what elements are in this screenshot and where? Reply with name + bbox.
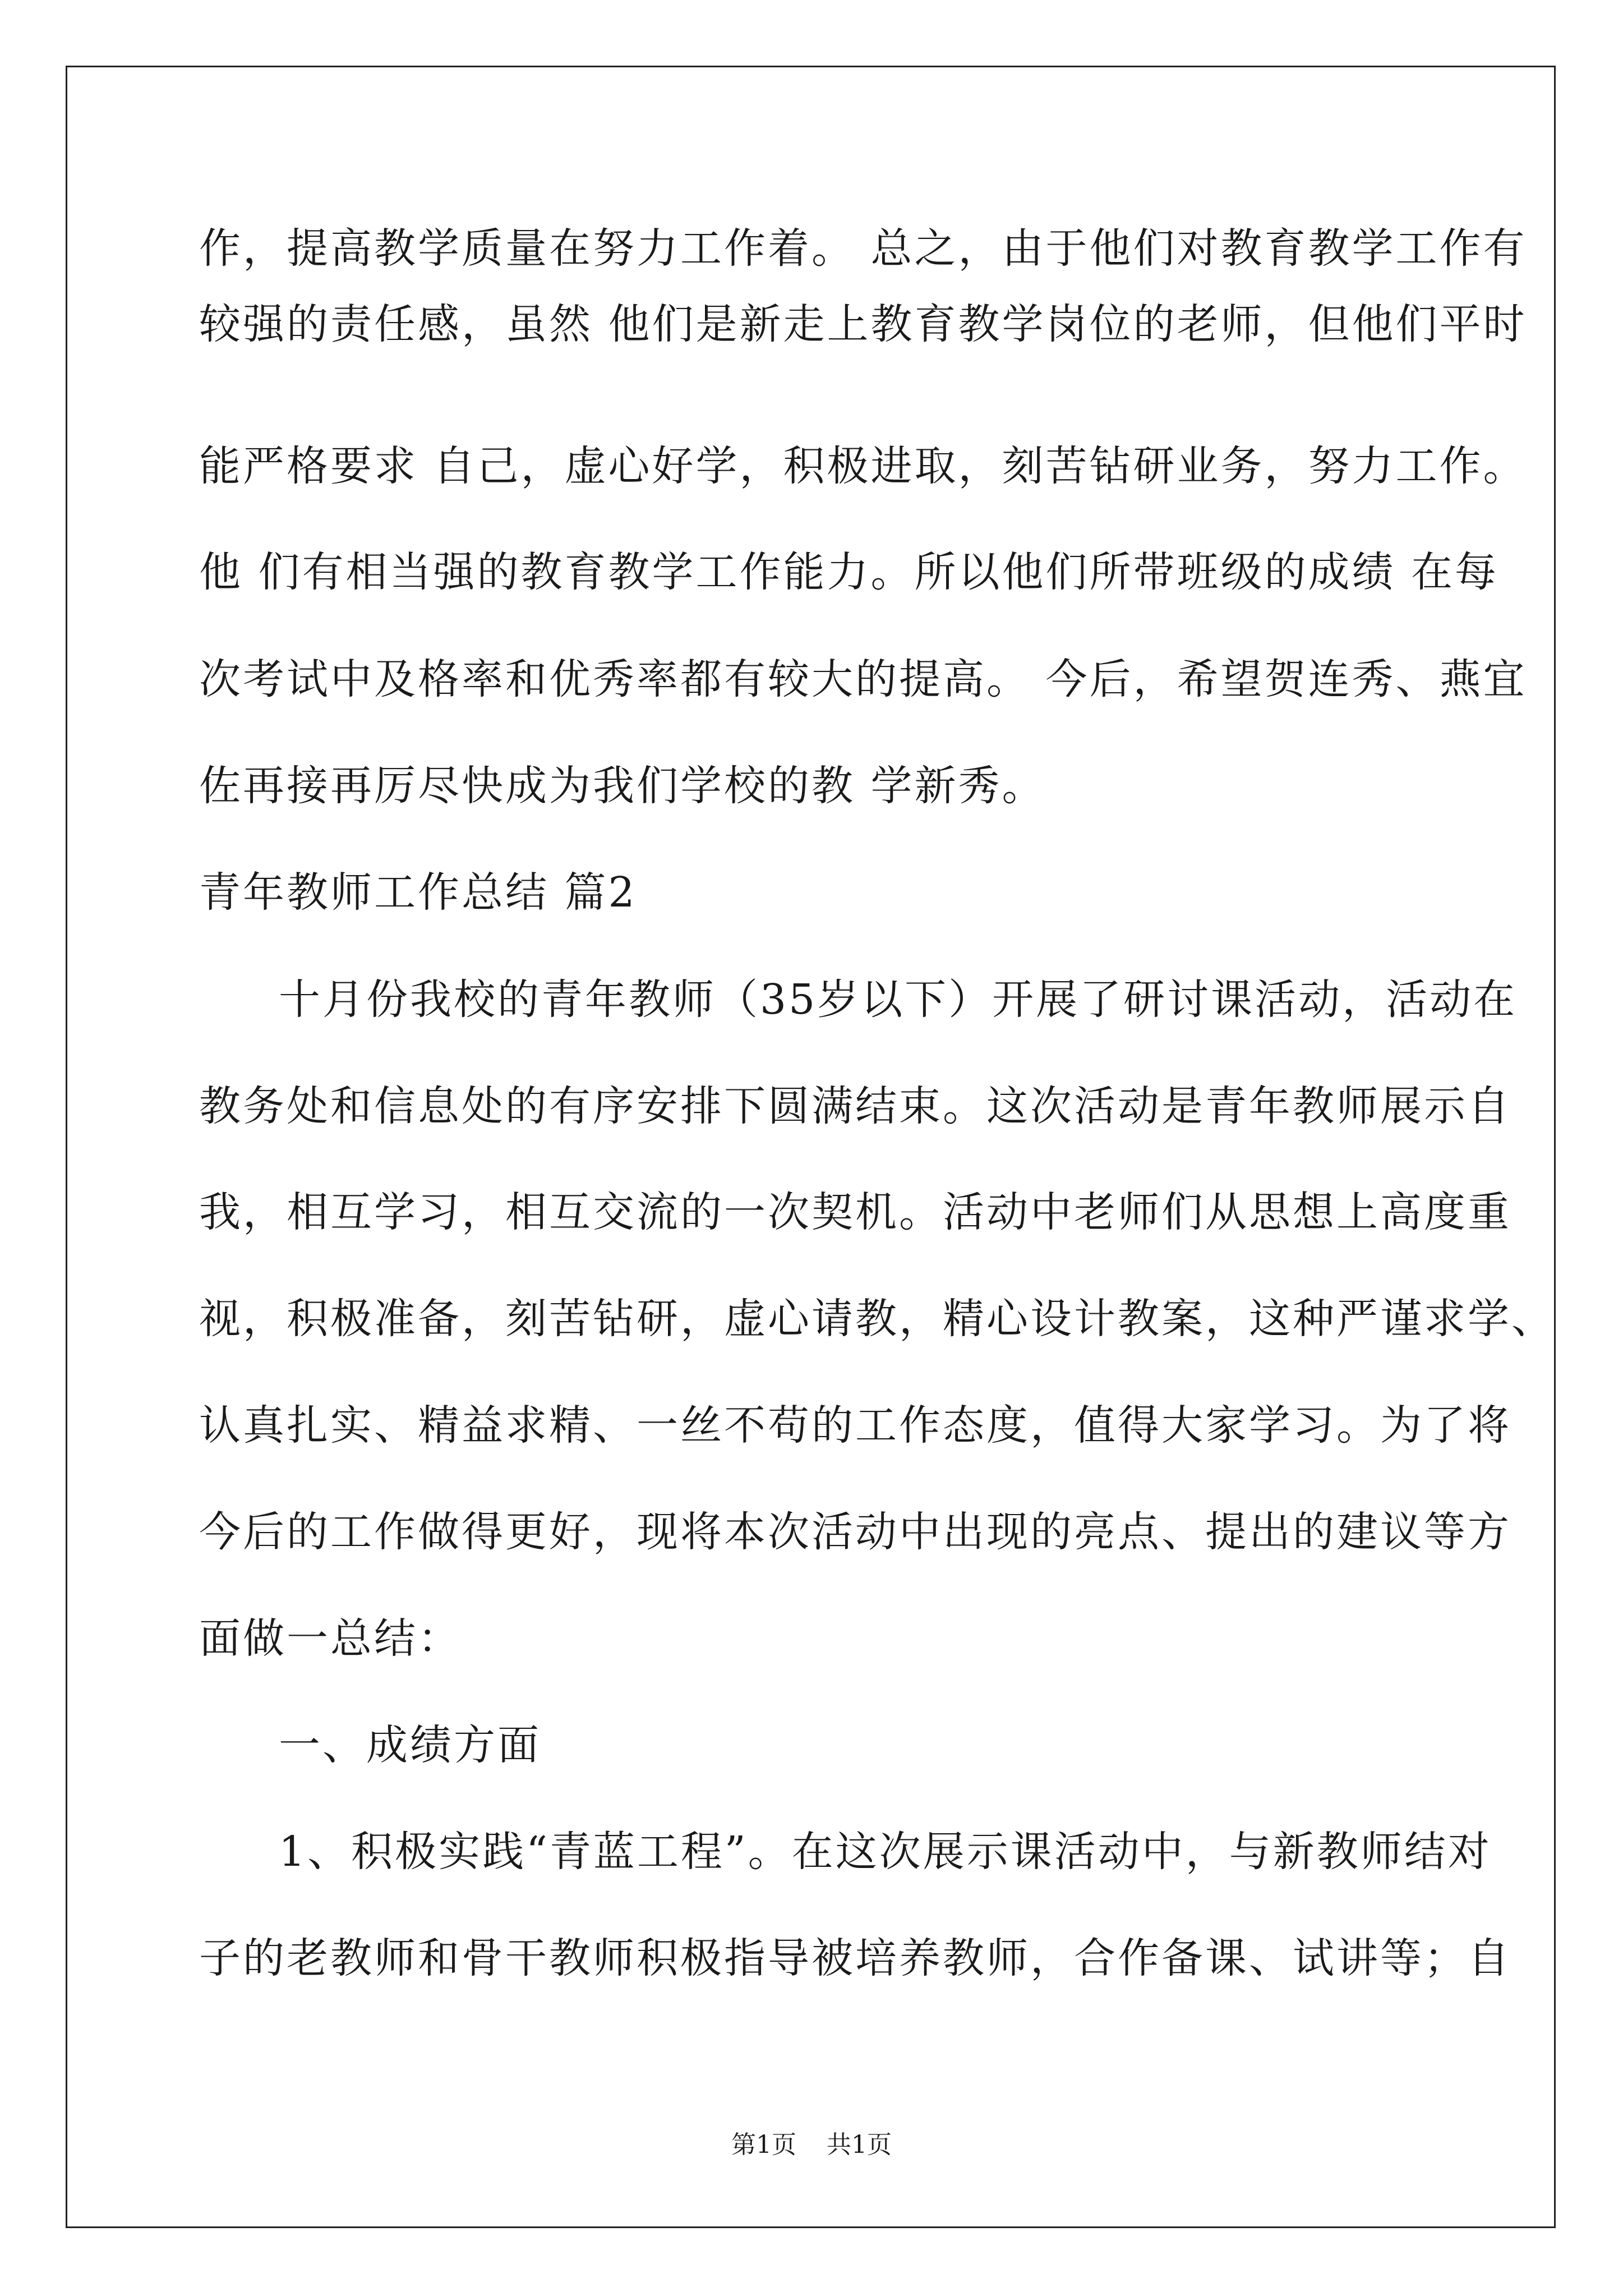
paragraph-line: 佐再接再厉尽快成为我们学校的教 学新秀。 xyxy=(199,762,1046,810)
page-number: 第1页 xyxy=(731,2131,796,2159)
section-title: 青年教师工作总结 篇2 xyxy=(199,868,637,917)
paragraph-line: 教务处和信息处的有序安排下圆满结束。这次活动是青年教师展示自 xyxy=(199,1082,1511,1130)
subheading: 一、成绩方面 xyxy=(279,1721,541,1769)
paragraph-line: 视，积极准备，刻苦钻研，虚心请教，精心设计教案，这种严谨求学、 xyxy=(199,1295,1555,1343)
paragraph-line: 较强的责任感，虽然 他们是新走上教育教学岗位的老师，但他们平时 xyxy=(199,300,1527,348)
paragraph-line: 我，相互学习，相互交流的一次契机。活动中老师们从思想上高度重 xyxy=(199,1188,1511,1236)
page-total: 共1页 xyxy=(827,2131,892,2159)
paragraph-line: 1、积极实践“青蓝工程”。在这次展示课活动中，与新教师结对 xyxy=(279,1828,1492,1876)
paragraph-line: 作，提高教学质量在努力工作着。 总之，由于他们对教育教学工作有 xyxy=(199,224,1527,273)
paragraph-line: 能严格要求 自己，虚心好学，积极进取，刻苦钻研业务，努力工作。 xyxy=(199,442,1527,490)
page-border xyxy=(66,66,1556,2228)
paragraph-line: 子的老教师和骨干教师积极指导被培养教师，合作备课、试讲等；自 xyxy=(199,1934,1511,1982)
page-footer xyxy=(0,2124,1623,2160)
paragraph-line: 他 们有相当强的教育教学工作能力。所以他们所带班级的成绩 在每 xyxy=(199,548,1499,596)
paragraph-line: 面做一总结： xyxy=(199,1614,462,1663)
paragraph-line: 今后的工作做得更好，现将本次活动中出现的亮点、提出的建议等方 xyxy=(199,1508,1511,1556)
paragraph-line: 十月份我校的青年教师（35岁以下）开展了研讨课活动，活动在 xyxy=(279,976,1518,1024)
paragraph-line: 次考试中及格率和优秀率都有较大的提高。 今后，希望贺连秀、燕宜 xyxy=(199,655,1527,703)
paragraph-line: 认真扎实、精益求精、一丝不苟的工作态度，值得大家学习。为了将 xyxy=(199,1401,1511,1450)
